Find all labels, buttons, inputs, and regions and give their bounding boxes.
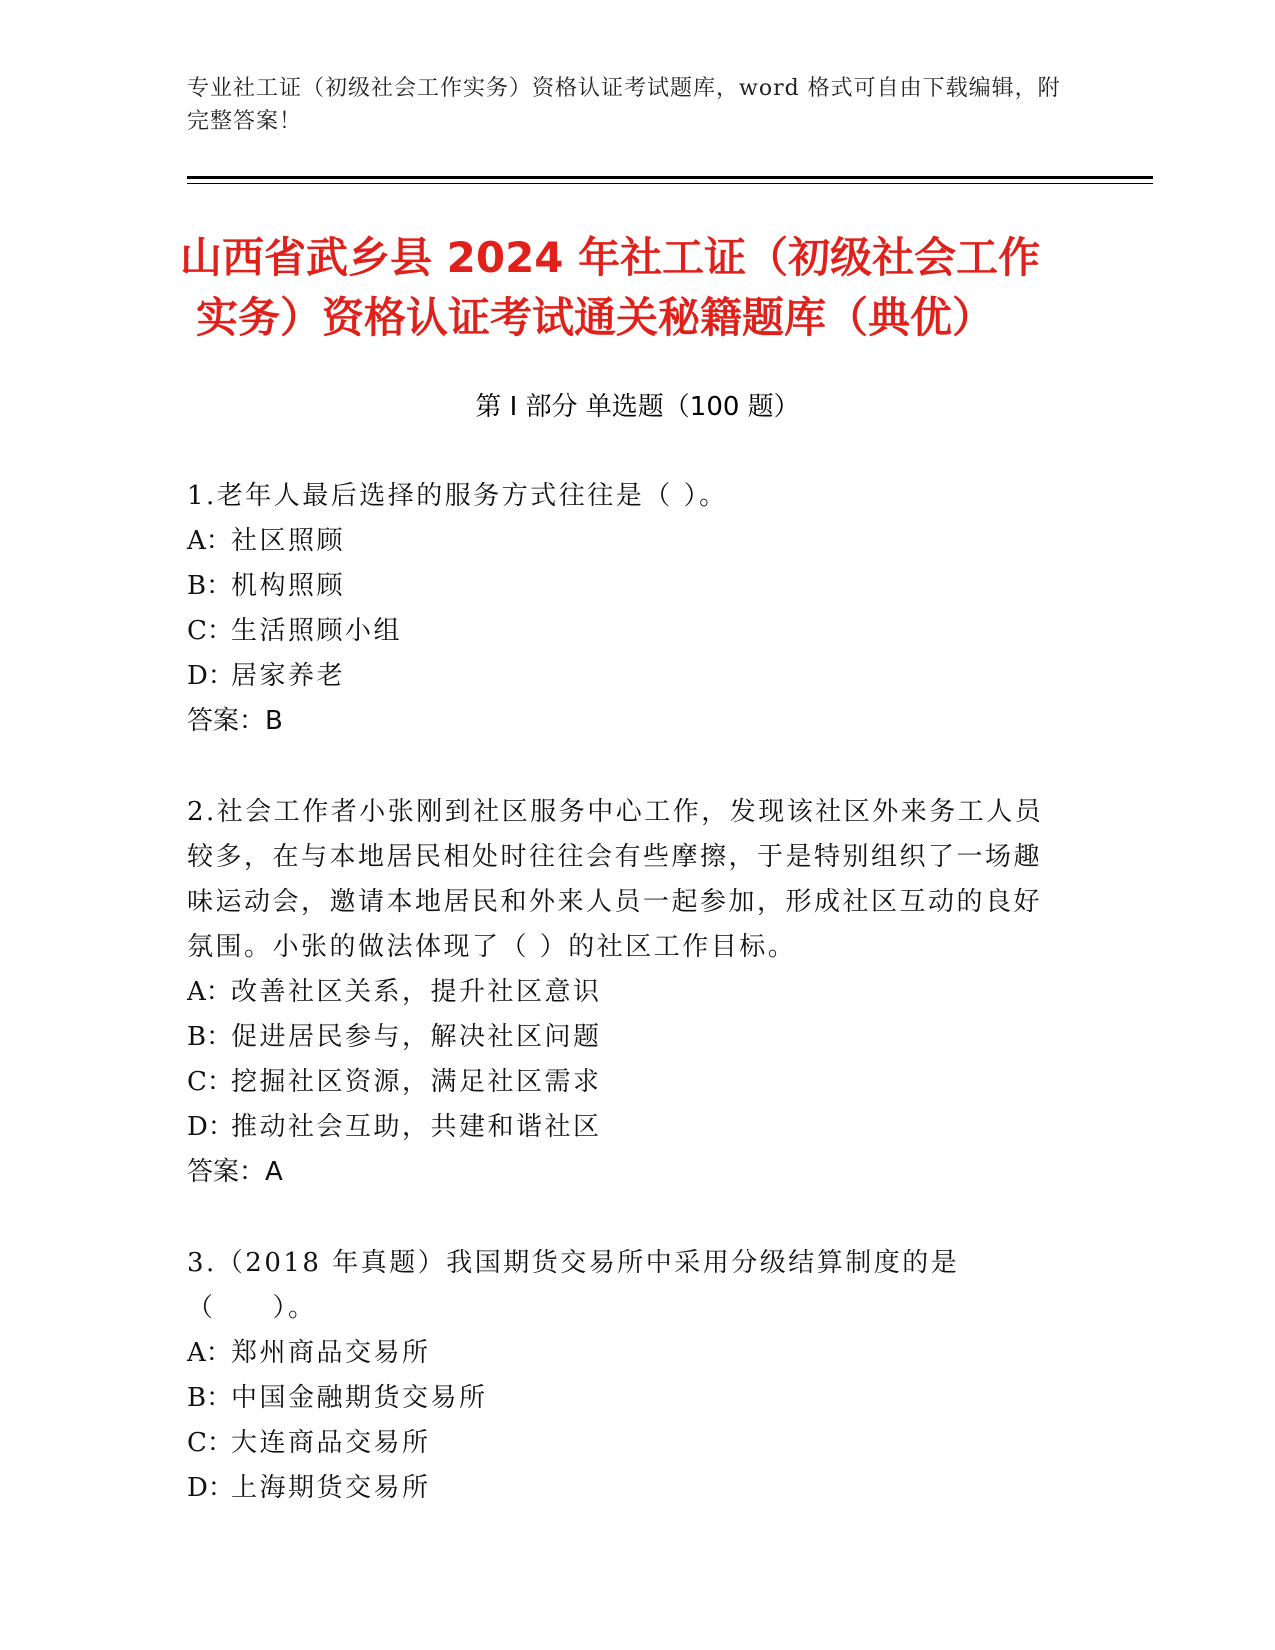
question-stem: 3.（2018 年真题）我国期货交易所中采用分级结算制度的是（ ）。 <box>187 1248 960 1323</box>
option-text: 上海期货交易所 <box>231 1473 431 1503</box>
option-text: 居家养老 <box>231 661 346 691</box>
question-list <box>187 474 1067 1557</box>
option-text: 机构照顾 <box>231 571 346 601</box>
option-d <box>187 1466 1067 1511</box>
option-c <box>187 1421 1067 1466</box>
header-rule-thick <box>187 176 1153 179</box>
option-c <box>187 1060 1067 1105</box>
question-1 <box>187 474 1067 744</box>
option-text: 挖掘社区资源，满足社区需求 <box>231 1067 602 1097</box>
option-d <box>187 654 1067 699</box>
answer-line: 答案：B <box>187 706 283 736</box>
option-d <box>187 1105 1067 1150</box>
option-text: 推动社会互助，共建和谐社区 <box>231 1112 602 1142</box>
option-key: B： <box>187 1022 233 1052</box>
option-text: 中国金融期货交易所 <box>231 1383 488 1413</box>
option-key: D： <box>187 661 234 691</box>
option-key: C： <box>187 1428 233 1458</box>
header-note: 专业社工证（初级社会工作实务）资格认证考试题库，word 格式可自由下载编辑，附完整答案！ <box>187 76 1061 134</box>
answer-line: 答案：A <box>187 1157 283 1187</box>
option-key: D： <box>187 1473 234 1503</box>
option-c <box>187 609 1067 654</box>
option-a <box>187 1331 1067 1376</box>
option-text: 促进居民参与，解决社区问题 <box>231 1022 602 1052</box>
option-text: 改善社区关系，提升社区意识 <box>231 977 602 1007</box>
question-stem: 1.老年人最后选择的服务方式往往是（ ）。 <box>187 481 728 511</box>
option-b <box>187 1376 1067 1421</box>
document-title <box>180 228 1100 348</box>
option-b <box>187 1015 1067 1060</box>
option-a <box>187 519 1067 564</box>
option-key: A： <box>187 977 232 1007</box>
option-key: A： <box>187 1338 232 1368</box>
option-key: D： <box>187 1112 234 1142</box>
option-key: C： <box>187 1067 233 1097</box>
section-heading: 第 I 部分 单选题（100 题） <box>475 392 800 422</box>
option-text: 生活照顾小组 <box>231 616 403 646</box>
document-title-line1: 山西省武乡县 2024 年社工证（初级社会工作 <box>180 233 1041 282</box>
option-a <box>187 970 1067 1015</box>
question-3 <box>187 1241 1067 1511</box>
option-text: 社区照顾 <box>231 526 346 556</box>
option-key: B： <box>187 571 233 601</box>
header-rule-thin <box>187 183 1153 184</box>
option-key: A： <box>187 526 232 556</box>
option-text: 郑州商品交易所 <box>231 1338 431 1368</box>
question-2 <box>187 790 1067 1195</box>
option-text: 大连商品交易所 <box>231 1428 431 1458</box>
option-b <box>187 564 1067 609</box>
option-key: C： <box>187 616 233 646</box>
document-title-line2: 实务）资格认证考试通关秘籍题库（典优） <box>196 293 995 342</box>
option-key: B： <box>187 1383 233 1413</box>
question-stem: 2.社会工作者小张刚到社区服务中心工作，发现该社区外来务工人员较多，在与本地居民相处时往往会有些摩擦，于是特别组织了一场趣味运动会，邀请本地居民和外来人员一起参加，形成社区互动的良好氛围。小张的做法体现了（ ）的社区工作目标。 <box>187 797 1044 962</box>
